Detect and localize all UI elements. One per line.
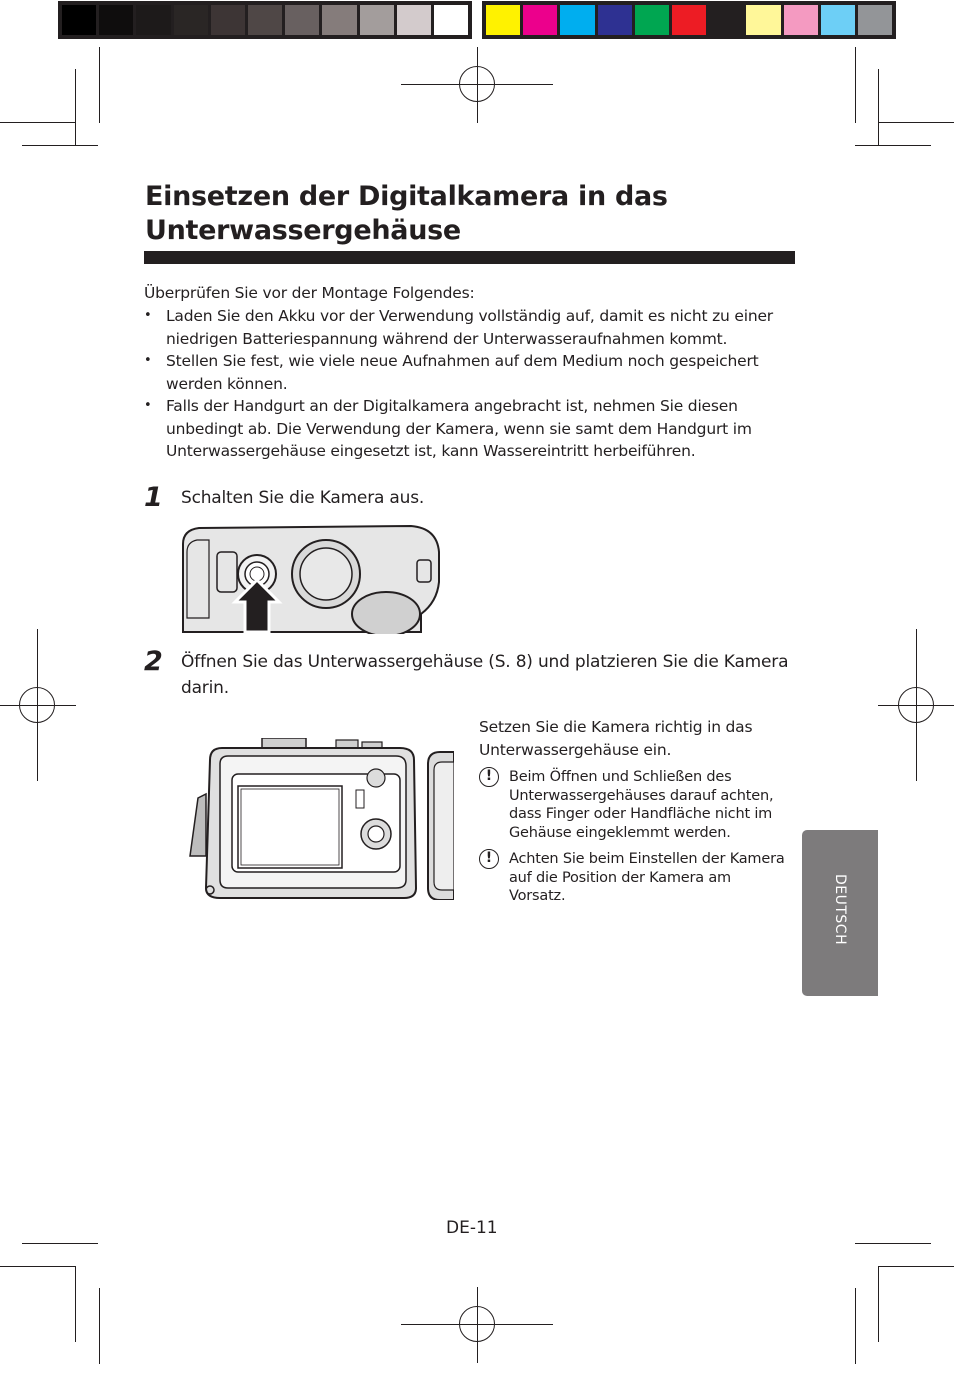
process-swatch: [560, 5, 594, 35]
process-swatch: [523, 5, 557, 35]
page-title: [145, 180, 795, 248]
page-title-line2: Unterwassergehäuse: [145, 215, 461, 246]
gray-swatch: [211, 5, 245, 35]
gray-swatch: [99, 5, 133, 35]
gray-swatch: [397, 5, 431, 35]
language-tab-label: DEUTSCH: [832, 874, 848, 946]
step-number-1: 1: [144, 482, 163, 513]
gray-swatch: [322, 5, 356, 35]
process-swatch: [784, 5, 818, 35]
process-color-bar: [482, 1, 896, 39]
step2-note: Setzen Sie die Kamera richtig in das Unterwassergehäuse ein.: [479, 718, 753, 759]
step-text-2: Öffnen Sie das Unterwassergehäuse (S. 8) und platzieren Sie die Kamera darin.: [181, 652, 789, 698]
camera-power-button-illustration: [181, 522, 443, 634]
process-swatch: [858, 5, 892, 35]
caution-icon: !: [479, 849, 499, 869]
process-swatch: [672, 5, 706, 35]
caution-text-1: Beim Öffnen und Schließen des Unterwassergehäuses darauf achten, dass Finger oder Handfläche nicht im Gehäuse eingeklemmt werden.: [509, 769, 774, 841]
process-swatch: [709, 5, 743, 35]
gray-swatch: [136, 5, 170, 35]
title-rule: [144, 251, 795, 264]
process-swatch: [746, 5, 780, 35]
intro-text: Überprüfen Sie vor der Montage Folgendes:: [144, 284, 475, 302]
checklist: [144, 305, 794, 463]
process-swatch: [486, 5, 520, 35]
caution-icon: !: [479, 767, 499, 787]
list-item: • Falls der Handgurt an der Digitalkamera angebracht ist, nehmen Sie diesen unbedingt ab. Die Verwendung der Kamera, wenn sie samt dem Handgurt im Unterwassergehäuse eingesetzt ist, kann Wassereintritt herbeiführen.: [144, 395, 794, 463]
process-swatch: [598, 5, 632, 35]
camera-in-housing-illustration: [186, 738, 454, 900]
list-item: • Stellen Sie fest, wie viele neue Aufnahmen auf dem Medium noch gespeichert werden können.: [144, 350, 794, 395]
language-tab: [802, 830, 878, 996]
gray-swatch: [434, 5, 468, 35]
gray-swatch: [174, 5, 208, 35]
grayscale-color-bar: [58, 1, 472, 39]
gray-swatch: [62, 5, 96, 35]
list-item: • Laden Sie den Akku vor der Verwendung vollständig auf, damit es nicht zu einer niedrigen Batteriespannung während der Unterwasseraufnahmen kommt.: [144, 305, 794, 350]
process-swatch: [821, 5, 855, 35]
step-text-1: Schalten Sie die Kamera aus.: [181, 488, 425, 508]
step-number-2: 2: [144, 646, 163, 677]
process-swatch: [635, 5, 669, 35]
gray-swatch: [285, 5, 319, 35]
caution-text-2: Achten Sie beim Einstellen der Kamera auf die Position der Kamera am Vorsatz.: [509, 851, 785, 904]
page-number: DE-11: [446, 1218, 498, 1238]
gray-swatch: [360, 5, 394, 35]
page-title-line1: Einsetzen der Digitalkamera in das: [145, 181, 668, 212]
gray-swatch: [248, 5, 282, 35]
